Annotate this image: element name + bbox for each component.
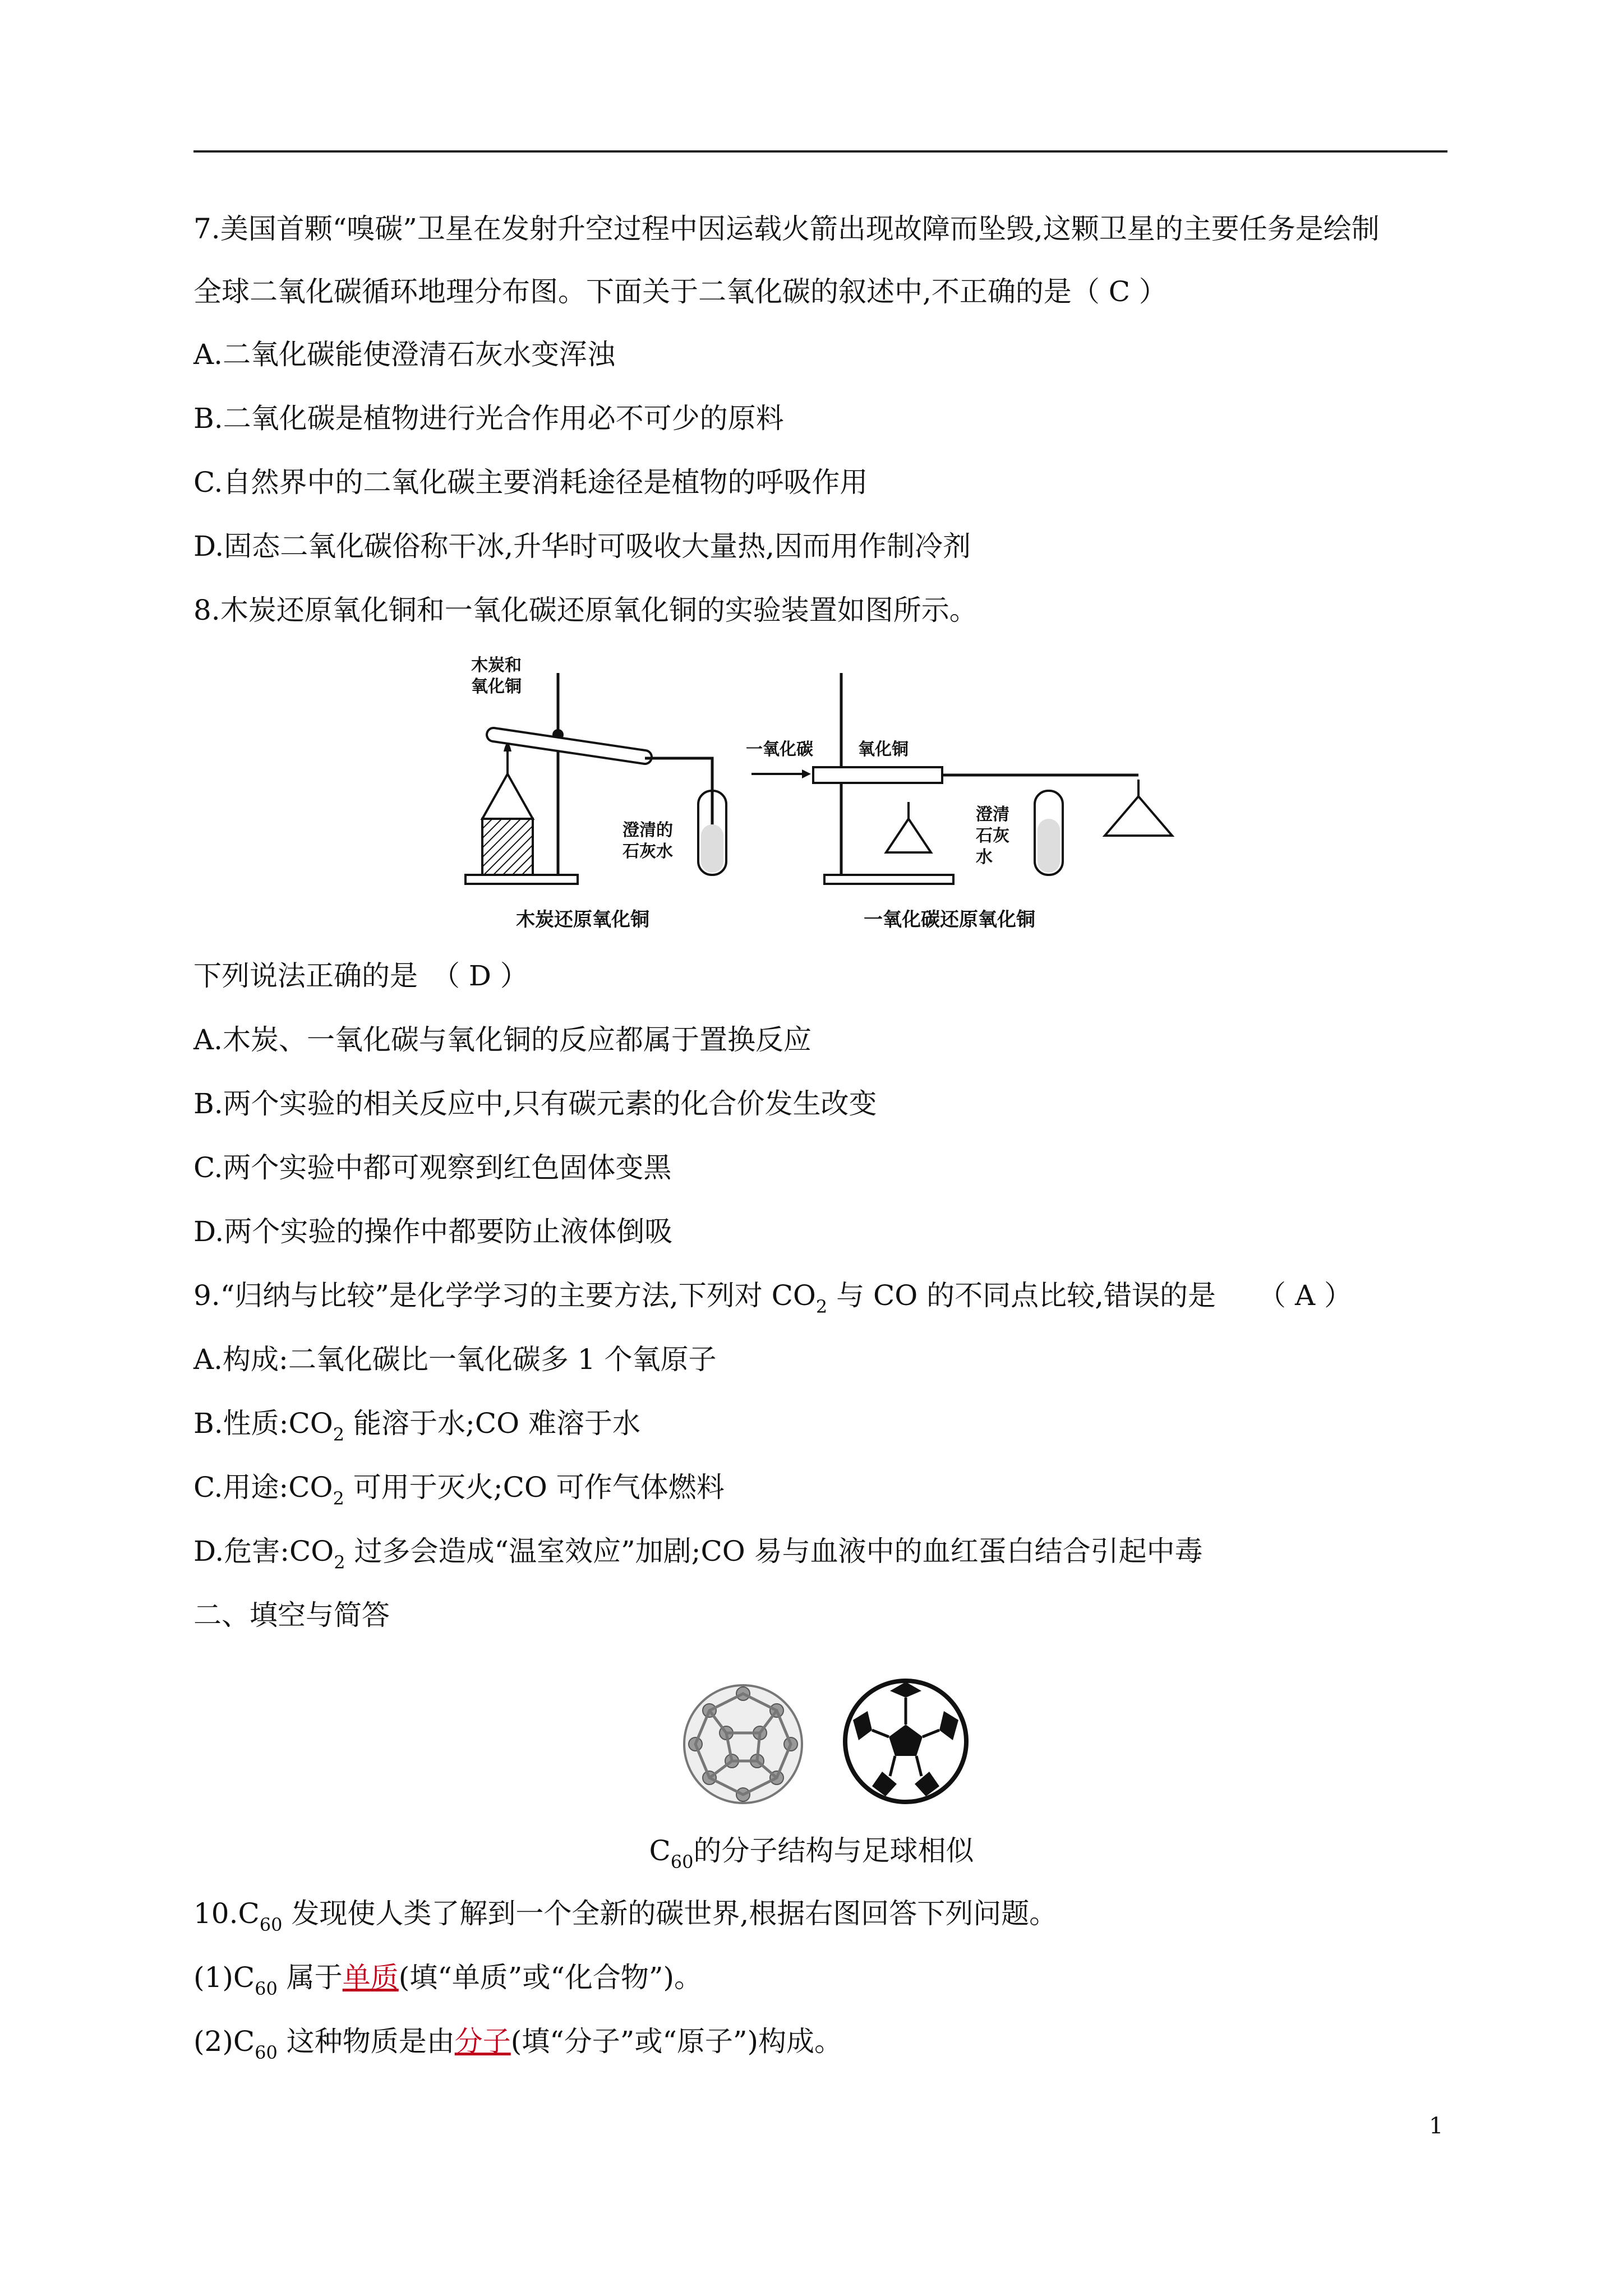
c60-caption: $C_{60}$的分子结构与足球相似 <box>649 1834 974 1873</box>
q9-option-d: D.危害$:CO_2$ 过多会造成“温室效应”加剧;CO 易与血液中的血红蛋白结合引起中毒 <box>193 1535 1203 1573</box>
fig-left-caption: 木炭还原氧化铜 <box>516 909 649 931</box>
fig-right-gas-label: 一氧化碳 <box>746 740 813 759</box>
co-apparatus-figure <box>746 651 1195 897</box>
fig-right-water-2: 石灰 <box>976 826 1009 846</box>
q7-stem-line1: 7.美国首颗“嗅碳”卫星在发射升空过程中因运载火箭出现故障而坠毁,这颗卫星的主要任务是绘制 <box>193 213 1380 245</box>
fig-left-water-1: 澄清的 <box>623 820 673 840</box>
q8-stem: 8.木炭还原氧化铜和一氧化碳还原氧化铜的实验装置如图所示。 <box>193 594 978 626</box>
page-number: 1 <box>1429 2113 1444 2139</box>
q8-option-d: D.两个实验的操作中都要防止液体倒吸 <box>193 1215 673 1248</box>
q9-option-c: C.用途$:CO_2$ 可用于灭火;CO 可作气体燃料 <box>193 1471 725 1509</box>
fig-right-water-1: 澄清 <box>976 805 1009 824</box>
fig-left-label-1: 木炭和 <box>471 656 522 675</box>
q8-option-b: B.两个实验的相关反应中,只有碳元素的化合价发生改变 <box>193 1087 877 1120</box>
q10-part2-answer: 分子 <box>454 2025 511 2058</box>
q8-prompt: 下列说法正确的是 （ D ） <box>193 960 528 992</box>
q7-stem-line2: 全球二氧化碳循环地理分布图。下面关于二氧化碳的叙述中,不正确的是（ C ） <box>193 275 1167 308</box>
fig-right-caption: 一氧化碳还原氧化铜 <box>864 909 1035 931</box>
fig-right-cuo-label: 氧化铜 <box>858 740 909 759</box>
soccer-ball-image <box>838 1674 973 1809</box>
q9-option-a: A.构成:二氧化碳比一氧化碳多 1 个氧原子 <box>193 1343 717 1376</box>
q8-option-a: A.木炭、一氧化碳与氧化铜的反应都属于置换反应 <box>193 1023 812 1056</box>
q10-stem: $10.C_{60}$ 发现使人类了解到一个全新的碳世界,根据右图回答下列问题。 <box>193 1897 1058 1935</box>
q10-part1: $(1)C_{60}$ 属于单质(填“单质”或“化合物”)。 <box>193 1961 702 1999</box>
q7-option-b: B.二氧化碳是植物进行光合作用必不可少的原料 <box>193 402 784 435</box>
fig-left-water-2: 石灰水 <box>623 842 673 861</box>
q7-option-a: A.二氧化碳能使澄清石灰水变浑浊 <box>193 338 616 371</box>
fig-right-water-3: 水 <box>976 847 993 867</box>
q10-part1-answer: 单质 <box>342 1961 399 1994</box>
q9-option-b: B.性质$:CO_2$ 能溶于水;CO 难溶于水 <box>193 1407 640 1445</box>
charcoal-apparatus-figure <box>460 651 774 897</box>
c60-molecule-image <box>676 1677 810 1811</box>
q9-stem: 9.“归纳与比较”是化学学习的主要方法,下列对 $CO_2$ 与 CO 的不同点比较,错误的是 （ A ） <box>193 1279 1352 1317</box>
fig-left-label-2: 氧化铜 <box>471 677 522 697</box>
q10-part2: $(2)C_{60}$ 这种物质是由分子(填“分子”或“原子”)构成。 <box>193 2025 842 2063</box>
q7-option-d: D.固态二氧化碳俗称干冰,升华时可吸收大量热,因而用作制冷剂 <box>193 530 971 563</box>
q8-option-c: C.两个实验中都可观察到红色固体变黑 <box>193 1151 672 1184</box>
header-rule <box>193 150 1447 153</box>
section-heading: 二、填空与简答 <box>193 1599 390 1631</box>
q7-option-c: C.自然界中的二氧化碳主要消耗途径是植物的呼吸作用 <box>193 466 868 499</box>
